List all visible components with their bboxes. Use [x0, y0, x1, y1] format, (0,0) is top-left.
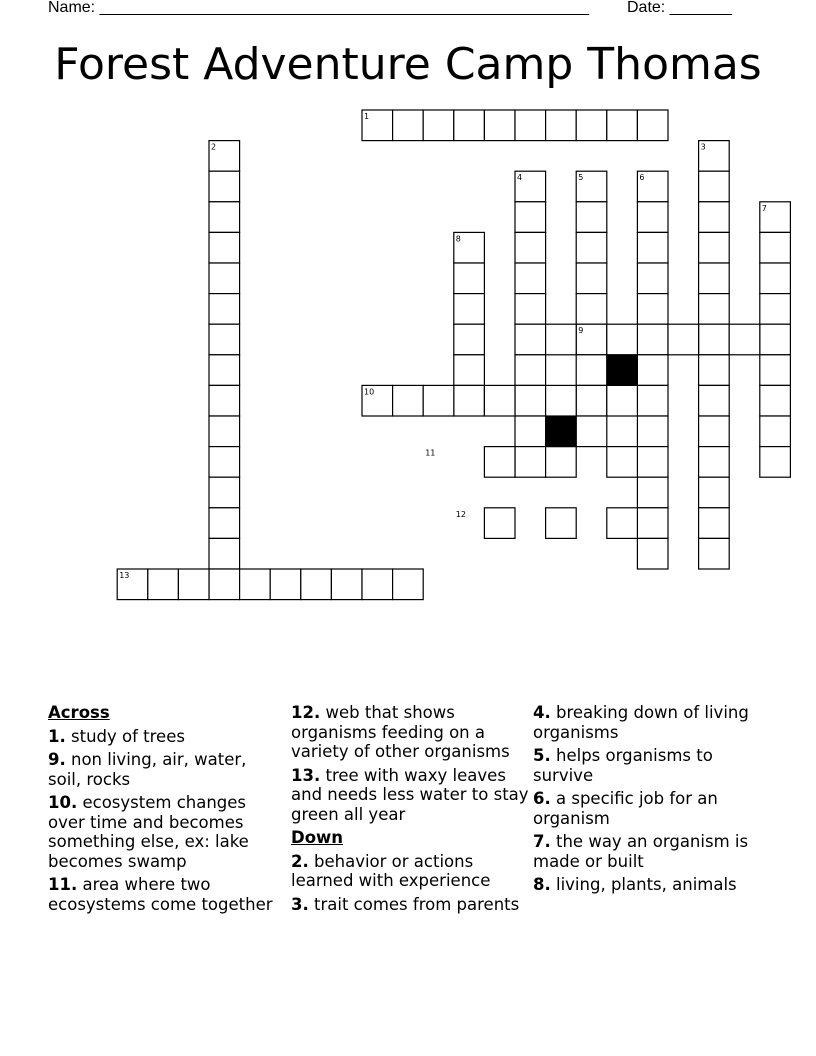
grid-cell[interactable] [301, 569, 332, 600]
grid-cell[interactable] [209, 538, 240, 569]
cell-number: 13 [119, 571, 130, 580]
grid-cell[interactable] [240, 569, 271, 600]
black-square [607, 355, 638, 386]
grid-cell[interactable] [515, 324, 546, 355]
grid-cell[interactable] [484, 110, 515, 141]
grid-cell[interactable] [699, 202, 730, 233]
grid-cell[interactable] [454, 324, 485, 355]
grid-cell[interactable] [699, 538, 730, 569]
grid-cell[interactable] [454, 385, 485, 416]
cell-number: 1 [364, 112, 370, 121]
clue-down-4: 4. breaking down of living organisms [533, 703, 749, 742]
cell-number: 11 [425, 448, 436, 458]
grid-cell[interactable] [576, 385, 607, 416]
clue-across-10: 10. ecosystem changes over time and becomes something else, ex: lake becomes swamp [48, 793, 249, 871]
grid-cell[interactable] [699, 232, 730, 263]
grid-cell[interactable] [209, 355, 240, 386]
grid-cell[interactable] [576, 263, 607, 294]
grid-cell[interactable] [729, 324, 760, 355]
grid-cell[interactable] [423, 110, 454, 141]
grid-cell[interactable] [546, 110, 577, 141]
clue-across-13: 13. tree with waxy leaves and needs less water to stay green all year [291, 765, 529, 824]
grid-cell[interactable] [637, 263, 668, 294]
grid-cell[interactable] [393, 110, 424, 141]
grid-cell[interactable] [699, 171, 730, 202]
date-field[interactable]: Date: _______ [627, 0, 732, 16]
grid-cell[interactable] [393, 569, 424, 600]
grid-cell[interactable] [668, 324, 699, 355]
grid-cell[interactable] [637, 538, 668, 569]
grid-cell[interactable] [515, 263, 546, 294]
clue-down-6: 6. a specific job for an organism [533, 789, 718, 828]
grid-cell[interactable] [454, 294, 485, 325]
grid-cell[interactable] [209, 171, 240, 202]
grid-cell[interactable] [454, 355, 485, 386]
grid-cell[interactable] [760, 447, 791, 478]
grid-cell[interactable] [209, 232, 240, 263]
clues-column-3 [533, 703, 773, 899]
grid-cell[interactable] [546, 385, 577, 416]
grid-cell[interactable] [270, 569, 301, 600]
grid-cell[interactable] [546, 324, 577, 355]
grid-cell[interactable] [576, 110, 607, 141]
grid-cell[interactable] [760, 263, 791, 294]
page-title: Forest Adventure Camp Thomas [54, 39, 762, 90]
cell-number: 8 [455, 234, 461, 244]
cell-number: 6 [639, 173, 645, 183]
grid-cell[interactable] [209, 324, 240, 355]
grid-cell[interactable] [515, 385, 546, 416]
black-square [546, 416, 577, 447]
grid-cell[interactable] [209, 477, 240, 508]
grid-cell[interactable] [699, 385, 730, 416]
grid-cell[interactable] [760, 385, 791, 416]
grid-cell[interactable] [699, 508, 730, 539]
grid-cell[interactable] [515, 202, 546, 233]
grid-cell[interactable] [148, 569, 179, 600]
grid-cell[interactable] [515, 416, 546, 447]
grid-cell[interactable] [760, 294, 791, 325]
grid-cell[interactable] [209, 508, 240, 539]
grid-cell[interactable] [637, 477, 668, 508]
grid-cell[interactable] [637, 232, 668, 263]
clues-column-1 [48, 703, 282, 918]
grid-cell[interactable] [515, 110, 546, 141]
grid-cell[interactable] [607, 508, 638, 539]
grid-cell[interactable] [515, 447, 546, 478]
grid-cell[interactable] [484, 447, 515, 478]
clue-down-2: 2. behavior or actions learned with experience [291, 851, 491, 890]
grid-cell[interactable] [209, 569, 240, 600]
cell-number: 4 [517, 173, 523, 183]
grid-cell[interactable] [637, 324, 668, 355]
grid-cell[interactable] [699, 294, 730, 325]
grid-cell[interactable] [576, 416, 607, 447]
grid-cell[interactable] [699, 447, 730, 478]
grid-cell[interactable] [331, 569, 362, 600]
grid-cell[interactable] [607, 385, 638, 416]
grid-cell[interactable] [362, 569, 393, 600]
grid-cell[interactable] [607, 447, 638, 478]
grid-cell[interactable] [760, 232, 791, 263]
grid-cell[interactable] [760, 355, 791, 386]
clue-down-5: 5. helps organisms to survive [533, 746, 713, 785]
grid-cell[interactable] [209, 263, 240, 294]
clue-across-9: 9. non living, air, water, soil, rocks [48, 750, 247, 789]
grid-cell[interactable] [760, 416, 791, 447]
grid-cell[interactable] [484, 385, 515, 416]
across-heading: Across [48, 703, 110, 722]
grid-cell[interactable] [637, 110, 668, 141]
grid-cell[interactable] [699, 355, 730, 386]
clue-across-11: 11. area where two ecosystems come together [48, 875, 273, 914]
grid-cell[interactable] [393, 385, 424, 416]
grid-cell[interactable] [178, 569, 209, 600]
grid-cell[interactable] [576, 232, 607, 263]
clue-across-12: 12. web that shows organisms feeding on a variety of other organisms [291, 703, 510, 761]
grid-cell[interactable] [484, 508, 515, 539]
grid-cell[interactable] [576, 294, 607, 325]
grid-cell[interactable] [454, 110, 485, 141]
grid-cell[interactable] [546, 447, 577, 478]
cell-number: 5 [578, 173, 584, 183]
grid-cell[interactable] [576, 355, 607, 386]
name-field[interactable]: Name: _______________________________________________________ [48, 0, 589, 16]
grid-cell[interactable] [699, 477, 730, 508]
grid-cell[interactable] [607, 324, 638, 355]
cell-number: 7 [761, 203, 767, 213]
cell-number: 12 [455, 509, 466, 519]
grid-cell[interactable] [576, 202, 607, 233]
grid-cell[interactable] [637, 416, 668, 447]
cell-number: 10 [364, 387, 375, 397]
grid-cell[interactable] [699, 416, 730, 447]
grid-cell[interactable] [637, 202, 668, 233]
grid-cell[interactable] [546, 508, 577, 539]
grid-cell[interactable] [699, 263, 730, 294]
grid-cell[interactable] [209, 447, 240, 478]
grid-cell[interactable] [607, 110, 638, 141]
cell-number: 3 [700, 142, 706, 152]
grid-cell[interactable] [423, 385, 454, 416]
clue-down-3: 3. trait comes from parents [291, 894, 520, 914]
clues-column-2 [291, 703, 531, 918]
grid-cell[interactable] [209, 202, 240, 233]
grid-cell[interactable] [209, 294, 240, 325]
grid-cell[interactable] [699, 324, 730, 355]
grid-cell[interactable] [637, 508, 668, 539]
grid-cell[interactable] [209, 416, 240, 447]
grid-cell[interactable] [637, 294, 668, 325]
grid-cell[interactable] [454, 263, 485, 294]
down-heading: Down [291, 828, 344, 847]
grid-cell[interactable] [209, 385, 240, 416]
clue-down-7: 7. the way an organism is made or built [533, 832, 749, 871]
cell-number: 2 [211, 142, 217, 152]
grid-cell[interactable] [515, 294, 546, 325]
grid-cell[interactable] [637, 355, 668, 386]
clue-across-1: 1. study of trees [48, 726, 185, 746]
grid-cell[interactable] [637, 447, 668, 478]
grid-cell[interactable] [515, 232, 546, 263]
grid-cell[interactable] [760, 324, 791, 355]
grid-cell[interactable] [637, 385, 668, 416]
cell-number: 9 [578, 326, 584, 336]
clue-down-8: 8. living, plants, animals [533, 875, 737, 894]
grid-cell[interactable] [515, 355, 546, 386]
